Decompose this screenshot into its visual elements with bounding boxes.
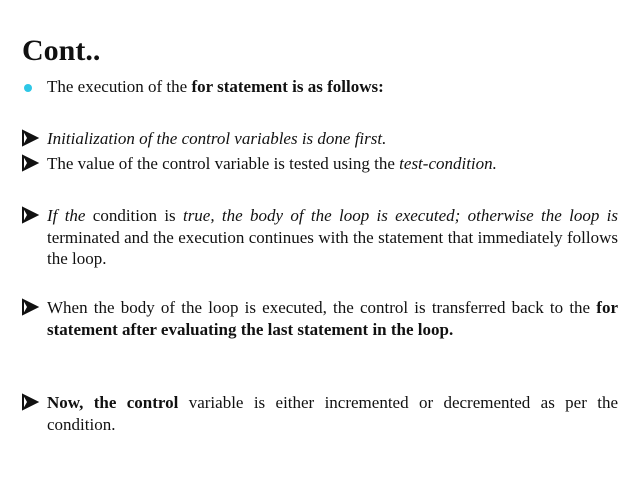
arrow-bullet-icon — [22, 297, 44, 317]
bullet-item-body-executed — [22, 297, 618, 340]
text-run: for statement after evaluating the last statement in the loop. — [47, 298, 618, 339]
bullet-item-test-condition — [22, 153, 618, 175]
arrow-bullet-icon — [22, 128, 44, 148]
bullet-item-initialization — [22, 128, 618, 150]
bullet-text — [47, 392, 618, 435]
text-run: The execution of the — [47, 77, 192, 96]
bullet-text — [47, 76, 618, 98]
text-run: true, the body of the loop is executed; otherwise the loop is — [182, 206, 618, 225]
text-run: for statement is as follows: — [191, 77, 384, 96]
text-run: Now, the control — [47, 393, 179, 412]
bullet-text — [47, 297, 618, 340]
bullet-item-execution — [22, 76, 618, 98]
bullet-item-control-variable — [22, 392, 618, 435]
text-run: The value of the control variable is tested using the — [47, 154, 400, 173]
text-run: terminated and the execution continues with the statement that immediately follows the loop. — [47, 227, 618, 268]
text-run: When the body of the loop is executed, the control is transferred back to the — [47, 298, 597, 317]
text-run: test-condition. — [399, 154, 497, 173]
slide-title: Cont.. — [22, 34, 101, 67]
bullet-text — [47, 128, 618, 150]
bullet-item-condition-true — [22, 205, 618, 270]
text-run: If the — [47, 206, 86, 225]
arrow-bullet-icon — [22, 153, 44, 173]
arrow-bullet-icon — [22, 392, 44, 412]
bullet-text — [47, 153, 618, 175]
arrow-bullet-icon — [22, 205, 44, 225]
circle-bullet-icon — [22, 76, 44, 98]
bullet-text — [47, 205, 618, 270]
text-run: variable is either incremented or decremented as per the condition. — [47, 393, 618, 434]
text-run: condition is — [85, 206, 183, 225]
text-run: Initialization of the control variables is done first. — [47, 129, 387, 148]
